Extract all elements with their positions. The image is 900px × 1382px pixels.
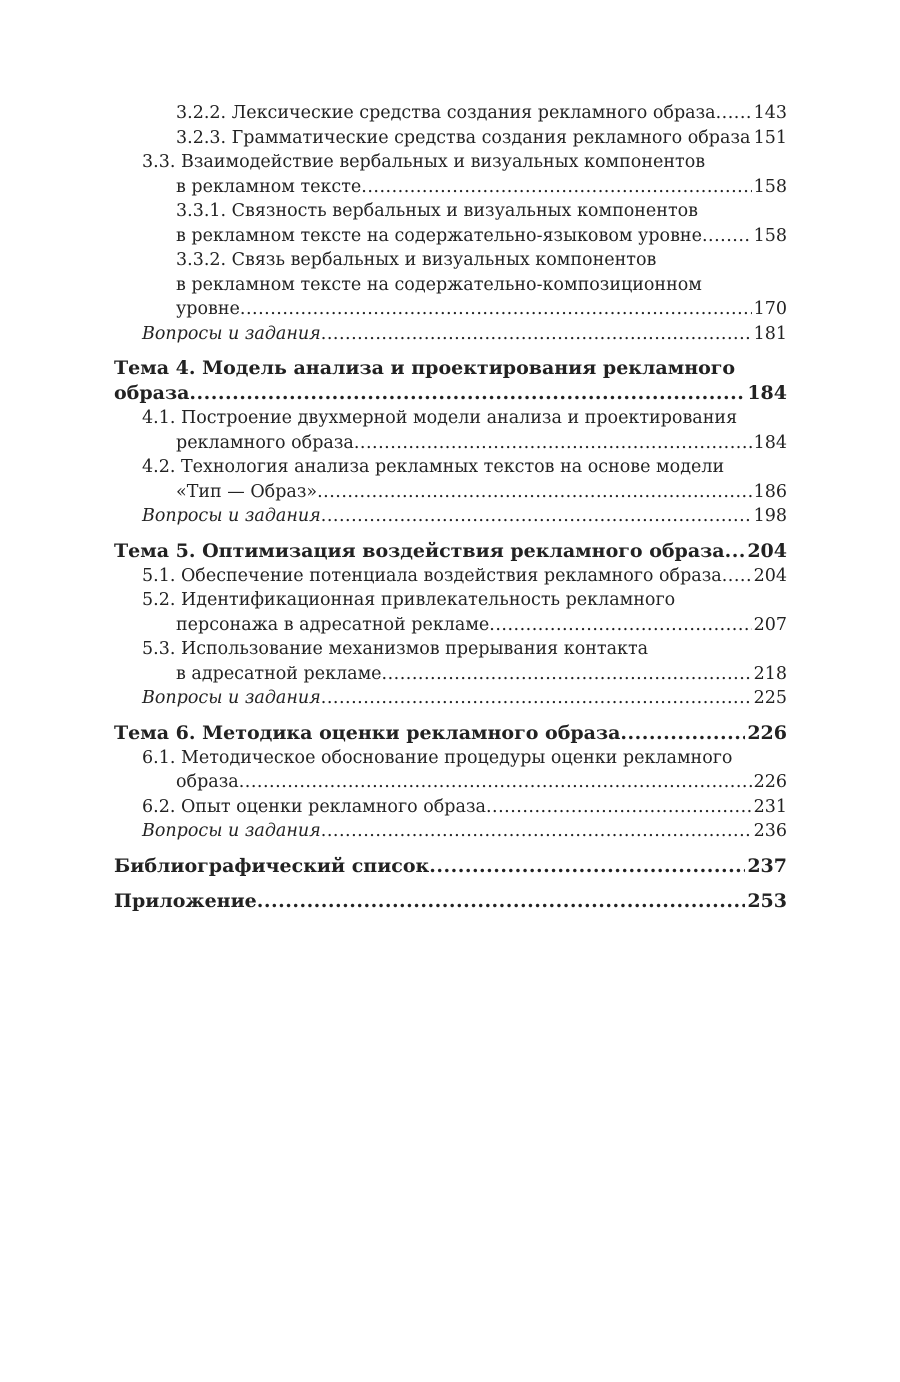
dot-leader — [239, 770, 752, 795]
toc-entry-title: Тема 5. Оптимизация воздействия рекламного образа — [114, 539, 725, 562]
dot-leader — [620, 721, 745, 746]
toc-entry-title: 5.2. Идентификационная привлекательность рекламного — [142, 590, 676, 610]
toc-page-number: 225 — [753, 688, 787, 708]
toc-entry-title: Тема 4. Модель анализа и проектирования рекламного — [114, 357, 736, 379]
toc-page-number: 226 — [753, 772, 787, 792]
toc-page-number: 151 — [753, 127, 787, 148]
toc-entry-5-1[interactable] — [142, 564, 787, 589]
toc-page-number: 218 — [753, 663, 787, 684]
dot-leader — [725, 539, 746, 564]
dot-leader — [722, 564, 752, 589]
toc-entry-title: 4.2. Технология анализа рекламных текстов на основе модели — [142, 457, 725, 477]
toc-entry-3-2-3[interactable] — [176, 126, 787, 151]
toc-entry-title: 3.3.1. Связность вербальных и визуальных компонентов — [176, 201, 699, 221]
dot-leader — [240, 297, 752, 322]
toc-entry-topic-4[interactable] — [114, 356, 787, 406]
toc-entry-title-continued: в рекламном тексте — [176, 176, 362, 197]
toc-entry-title-continued: в рекламном тексте на содержательно-композиционном — [176, 274, 702, 295]
table-of-contents — [114, 101, 787, 914]
toc-entry-title: 3.3.2. Связь вербальных и визуальных компонентов — [176, 250, 657, 270]
toc-page-number: 237 — [747, 854, 787, 877]
dot-leader — [317, 480, 751, 505]
dot-leader — [321, 504, 752, 529]
toc-page-number: 181 — [753, 323, 787, 344]
toc-page-number: 198 — [753, 506, 787, 526]
toc-entry-questions-5[interactable] — [142, 686, 787, 711]
toc-page-number: 207 — [753, 614, 787, 635]
toc-page-number: 226 — [747, 721, 787, 744]
toc-entry-title: 6.2. Опыт оценки рекламного образа — [142, 796, 486, 817]
toc-entry-title: 3.2.3. Грамматические средства создания рекламного образа — [176, 127, 751, 148]
toc-entry-title: Библиографический список — [114, 854, 430, 877]
toc-entry-title: Вопросы и задания — [142, 688, 321, 708]
toc-page-number: 204 — [753, 565, 787, 586]
toc-entry-5-2[interactable] — [142, 588, 787, 637]
toc-entry-title-continued: уровне — [176, 299, 240, 319]
toc-entry-4-1[interactable] — [142, 406, 787, 455]
dot-leader — [361, 175, 751, 200]
toc-entry-title: 5.1. Обеспечение потенциала воздействия рекламного образа — [142, 565, 722, 586]
dot-leader — [321, 819, 752, 844]
toc-entry-title: Вопросы и задания — [142, 506, 321, 526]
dot-leader — [321, 686, 752, 711]
toc-entry-6-1[interactable] — [142, 746, 787, 795]
toc-entry-3-2-2[interactable] — [176, 101, 787, 126]
dot-leader — [716, 101, 752, 126]
toc-page-number: 158 — [753, 225, 787, 246]
dot-leader — [489, 613, 751, 638]
toc-entry-title: Тема 6. Методика оценки рекламного образа — [114, 721, 621, 744]
toc-entry-title-continued: образа — [176, 772, 239, 792]
toc-entry-topic-6[interactable] — [114, 721, 787, 746]
toc-entry-questions-3[interactable] — [142, 322, 787, 347]
toc-entry-4-2[interactable] — [142, 455, 787, 504]
toc-entry-appendix[interactable] — [114, 889, 787, 914]
toc-entry-title-continued: в рекламном тексте на содержательно-языковом уровне — [176, 225, 702, 246]
toc-entry-questions-4[interactable] — [142, 504, 787, 529]
toc-entry-title-continued: в адресатной рекламе — [176, 663, 382, 684]
dot-leader — [321, 322, 752, 347]
toc-entry-title: 5.3. Использование механизмов прерывания контакта — [142, 639, 649, 659]
toc-page-number: 170 — [753, 299, 787, 319]
toc-page-number: 204 — [747, 539, 787, 562]
toc-entry-6-2[interactable] — [142, 795, 787, 820]
toc-entry-3-3-1[interactable] — [176, 199, 787, 248]
toc-entry-title: 3.3. Взаимодействие вербальных и визуальных компонентов — [142, 152, 706, 172]
toc-entry-title-continued: образа — [114, 382, 190, 404]
toc-page-number: 186 — [753, 481, 787, 502]
toc-entry-bibliography[interactable] — [114, 854, 787, 879]
toc-entry-title-continued: персонажа в адресатной рекламе — [176, 614, 490, 635]
dot-leader — [189, 381, 745, 406]
dot-leader — [486, 795, 752, 820]
toc-entry-title-continued: рекламного образа — [176, 432, 354, 453]
toc-entry-title-continued: «Тип — Образ» — [176, 481, 318, 502]
toc-page-number: 253 — [747, 889, 787, 912]
dot-leader — [382, 662, 752, 687]
toc-entry-title: Вопросы и задания — [142, 323, 321, 344]
toc-entry-topic-5[interactable] — [114, 539, 787, 564]
toc-entry-5-3[interactable] — [142, 637, 787, 686]
toc-page-number: 184 — [747, 382, 787, 404]
toc-entry-title: 6.1. Методическое обоснование процедуры оценки рекламного — [142, 747, 733, 768]
toc-entry-title: 3.2.2. Лексические средства создания рекламного образа — [176, 103, 716, 123]
toc-entry-title: 4.1. Построение двухмерной модели анализа и проектирования — [142, 408, 738, 428]
dot-leader — [429, 854, 745, 879]
dot-leader — [354, 431, 752, 456]
toc-entry-title: Приложение — [114, 889, 257, 912]
dot-leader — [257, 889, 746, 914]
toc-page-number: 231 — [753, 796, 787, 817]
dot-leader — [702, 224, 752, 249]
toc-entry-3-3-2[interactable] — [176, 248, 787, 322]
toc-page-number: 236 — [753, 821, 787, 841]
toc-page-number: 143 — [753, 103, 787, 123]
toc-page-number: 158 — [753, 176, 787, 197]
toc-entry-3-3[interactable] — [142, 150, 787, 199]
toc-entry-questions-6[interactable] — [142, 819, 787, 844]
toc-page-number: 184 — [753, 432, 787, 453]
toc-entry-title: Вопросы и задания — [142, 821, 321, 841]
